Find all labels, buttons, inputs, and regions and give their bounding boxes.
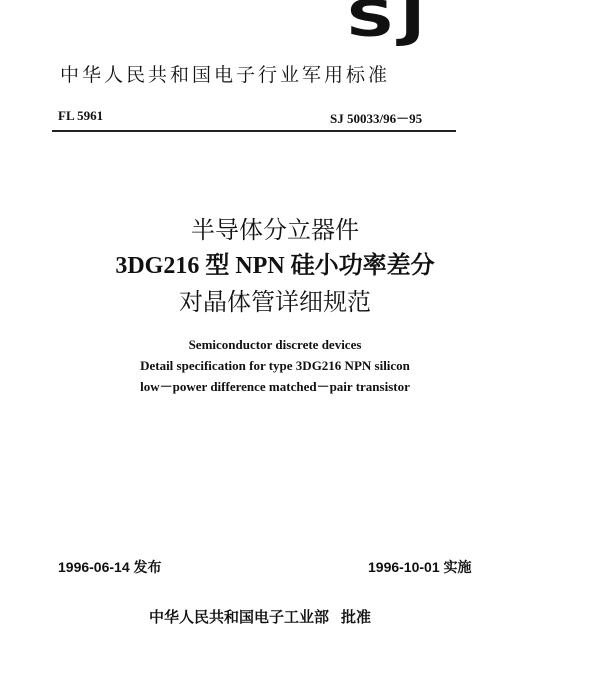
sj-logo: SJ (346, 0, 431, 48)
chinese-title-line-2: 3DG216 型 NPN 硅小功率差分 (115, 253, 435, 279)
english-title-line-3: low－power difference matched－pair transistor (140, 379, 410, 394)
standard-number: SJ 50033/96－95 (330, 111, 423, 126)
chinese-title (40, 212, 510, 320)
header-divider (52, 130, 456, 132)
chinese-title-line-3: 对晶体管详细规范 (179, 288, 371, 316)
issuing-organization: 中华人民共和国电子行业军用标准 (60, 64, 391, 86)
english-title (40, 334, 510, 397)
chinese-title-line-1: 半导体分立器件 (191, 216, 359, 244)
classification-code: FL 5961 (58, 108, 104, 123)
approving-authority: 中华人民共和国电子工业部 (148, 608, 329, 626)
effective-date: 1996-10-01 实施 (368, 559, 472, 575)
english-title-line-2: Detail specification for type 3DG216 NPN silicon (140, 358, 410, 373)
approval-line (0, 606, 520, 627)
english-title-line-1: Semiconductor discrete devices (188, 337, 362, 352)
issue-date: 1996-06-14 发布 (58, 559, 162, 575)
approval-word: 批准 (341, 608, 372, 626)
